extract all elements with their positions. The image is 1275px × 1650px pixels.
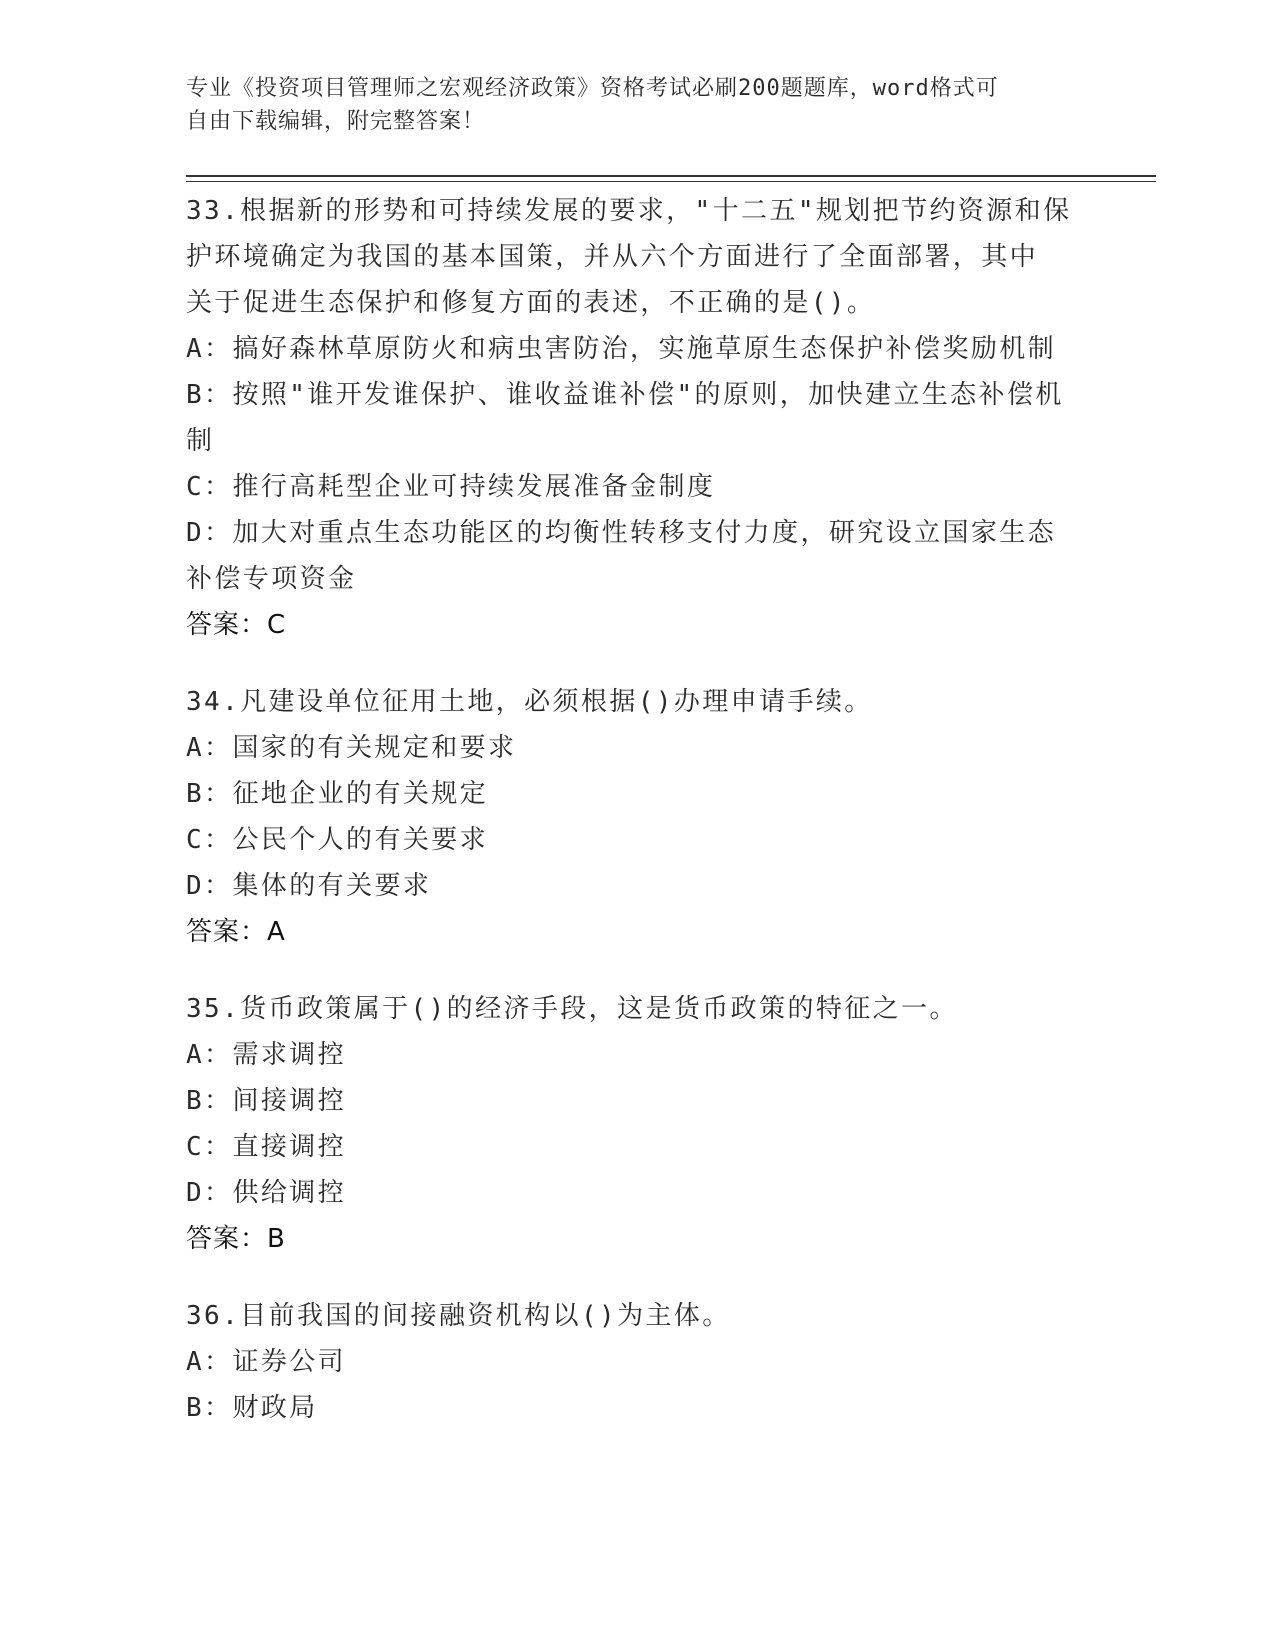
question-option: A：国家的有关规定和要求 (186, 733, 517, 763)
question-option: C：公民个人的有关要求 (186, 825, 489, 855)
question-block (186, 986, 1081, 1262)
question-option: D：加大对重点生态功能区的均衡性转移支付力度，研究设立国家生态 (186, 518, 1057, 548)
question-block (186, 679, 1081, 955)
header-divider-thin (186, 181, 1156, 182)
document-header (186, 72, 1066, 138)
header-line-1: 专业《投资项目管理师之宏观经济政策》资格考试必刷200题题库，word格式可 (186, 76, 999, 101)
question-option: B：按照"谁开发谁保护、谁收益谁补偿"的原则，加快建立生态补偿机 (186, 380, 1064, 410)
question-option: A：证券公司 (186, 1347, 347, 1377)
question-option: A：搞好森林草原防火和病虫害防治，实施草原生态保护补偿奖励机制 (186, 334, 1057, 364)
question-option: B：征地企业的有关规定 (186, 779, 489, 809)
question-stem-line: 34.凡建设单位征用土地，必须根据()办理申请手续。 (186, 687, 873, 717)
question-stem-line: 护环境确定为我国的基本国策，并从六个方面进行了全面部署，其中 (186, 242, 1039, 272)
question-block (186, 188, 1081, 648)
question-option: A：需求调控 (186, 1040, 347, 1070)
question-block (186, 1293, 1081, 1431)
question-option: D：供给调控 (186, 1178, 347, 1208)
header-divider-thick (186, 175, 1156, 177)
answer-line: 答案：A (186, 917, 286, 947)
question-option: D：集体的有关要求 (186, 871, 432, 901)
header-line-2: 自由下载编辑，附完整答案！ (186, 109, 486, 134)
question-option: B：财政局 (186, 1393, 318, 1423)
question-option: C：推行高耗型企业可持续发展准备金制度 (186, 472, 716, 502)
question-option: 补偿专项资金 (186, 564, 357, 594)
answer-line: 答案：C (186, 610, 287, 640)
question-list (186, 188, 1081, 1462)
question-option: B：间接调控 (186, 1086, 347, 1116)
question-stem-line: 35.货币政策属于()的经济手段，这是货币政策的特征之一。 (186, 994, 958, 1024)
question-stem-line: 36.目前我国的间接融资机构以()为主体。 (186, 1301, 731, 1331)
question-stem-line: 33.根据新的形势和可持续发展的要求，"十二五"规划把节约资源和保 (186, 196, 1072, 226)
question-option: C：直接调控 (186, 1132, 347, 1162)
question-stem-line: 关于促进生态保护和修复方面的表述，不正确的是()。 (186, 288, 876, 318)
question-option: 制 (186, 426, 215, 456)
answer-line: 答案：B (186, 1224, 286, 1254)
